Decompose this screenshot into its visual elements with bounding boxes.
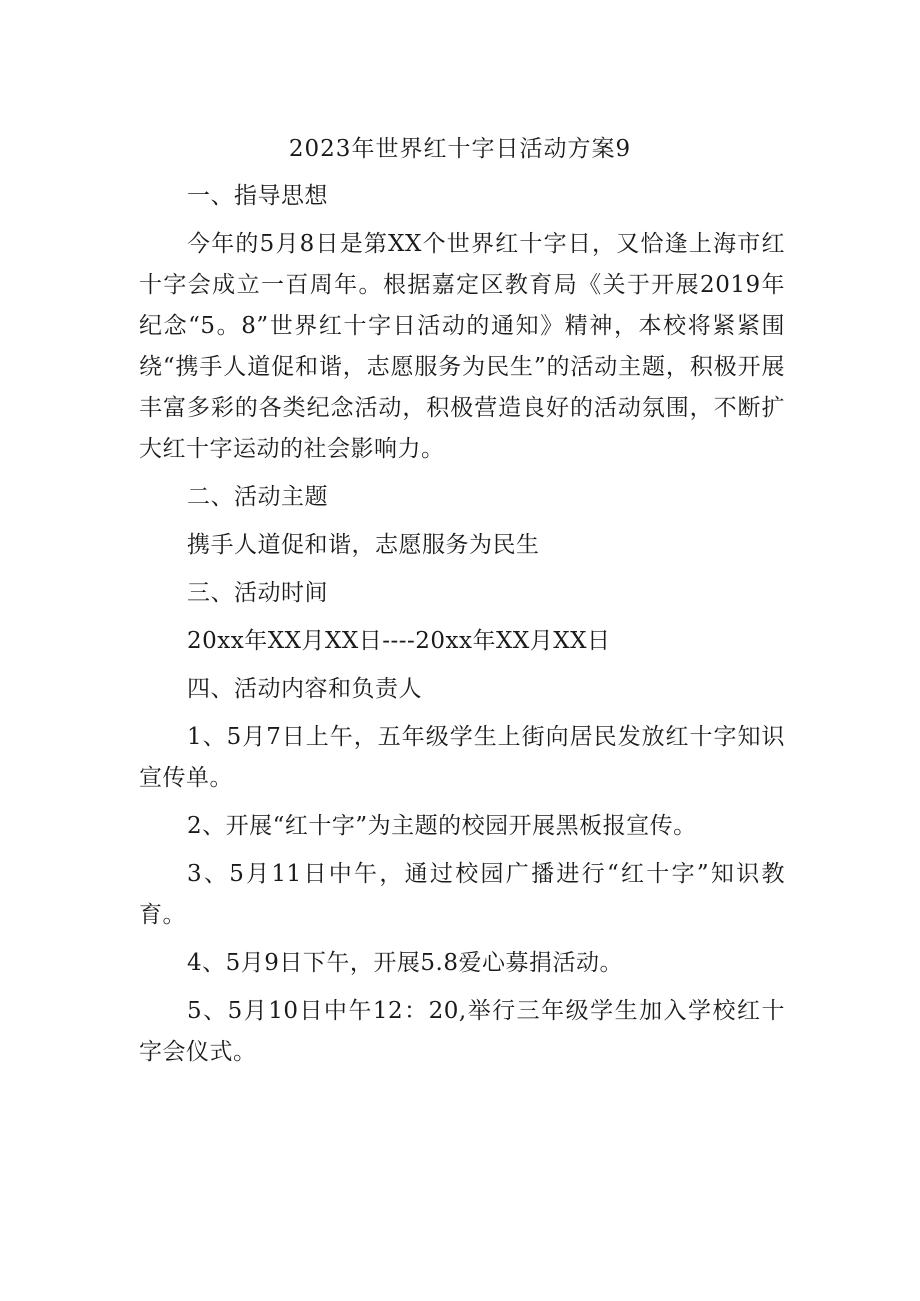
section-heading-theme: 二、活动主题: [187, 484, 328, 510]
list-item: 4、5月9日下午，开展5.8爱心募捐活动。: [187, 950, 623, 976]
document-title: 2023年世界红十字日活动方案9: [288, 136, 632, 162]
list-item: 1、5月7日上午，五年级学生上街向居民发放红十字知识宣传单。: [139, 724, 785, 791]
list-item: 3、5月11日中午，通过校园广播进行“红十字”知识教育。: [139, 861, 785, 928]
section-heading-guiding-ideology: 一、指导思想: [187, 183, 328, 209]
paragraph-time: 20xx年XX月XX日----20xx年XX月XX日: [187, 628, 611, 654]
list-item: 2、开展“红十字”为主题的校园开展黑板报宣传。: [187, 813, 697, 839]
document-body: [139, 176, 785, 1080]
paragraph-theme: 携手人道促和谐，志愿服务为民生: [187, 532, 540, 558]
list-item: 5、5月10日中午12：20,举行三年级学生加入学校红十字会仪式。: [139, 998, 785, 1065]
section-heading-content: 四、活动内容和负责人: [187, 676, 422, 702]
paragraph-background: 今年的5月8日是第XX个世界红十字日，又恰逢上海市红十字会成立一百周年。根据嘉定区教育局《关于开展2019年纪念“5。8”世界红十字日活动的通知》精神，本校将紧紧围绕“携手人道促和谐，志愿服务为民生”的活动主题，积极开展丰富多彩的各类纪念活动，积极营造良好的活动氛围，不断扩大红十字运动的社会影响力。: [139, 231, 785, 462]
section-heading-time: 三、活动时间: [187, 580, 328, 606]
